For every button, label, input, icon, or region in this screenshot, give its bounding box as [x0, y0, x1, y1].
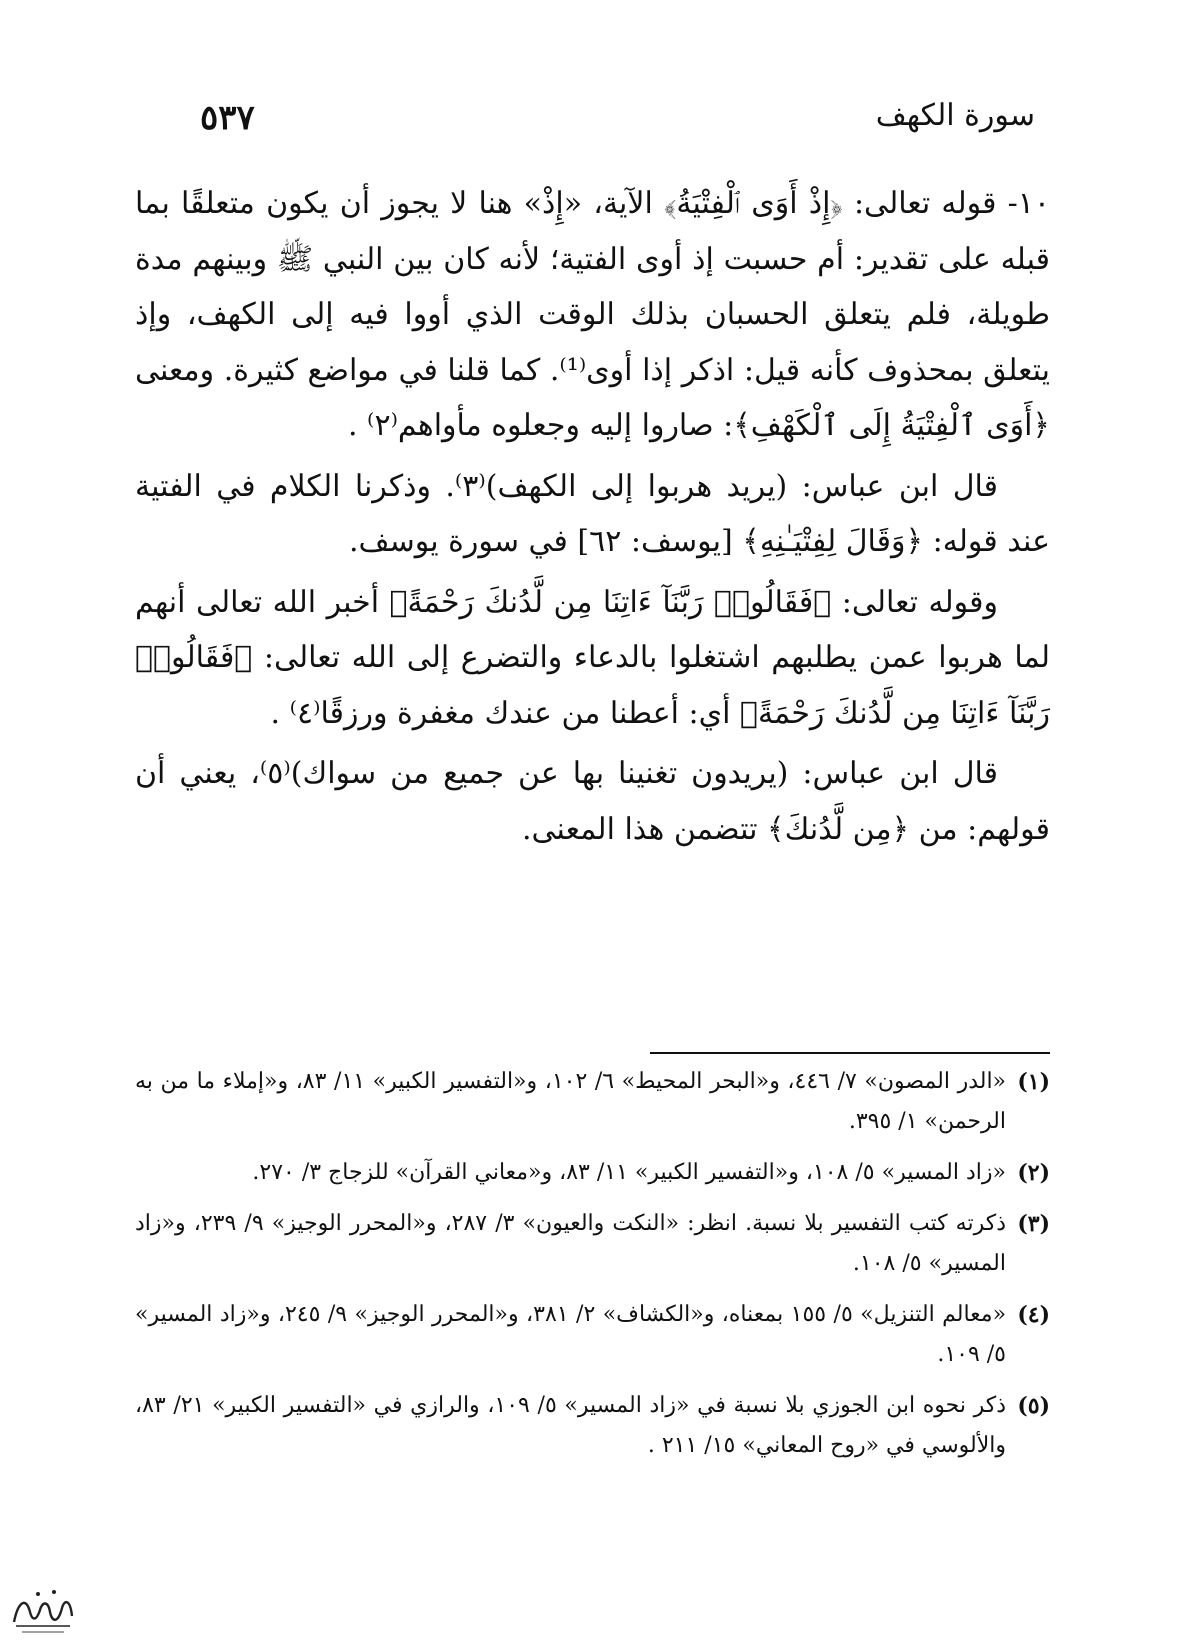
footnote-number: (٢) — [1017, 1160, 1050, 1186]
footnote-text: ذكر نحوه ابن الجوزي بلا نسبة في «زاد المسير» ٥/ ١٠٩، والرازي في «التفسير الكبير» ٢١/ ٨٣، والألوسي في «روح المعاني» ١٥/ ٢١١ . — [135, 1393, 1007, 1458]
main-text — [135, 176, 1050, 862]
footnote — [135, 1386, 1050, 1466]
footnote — [135, 1062, 1050, 1142]
paragraph-verse-10: ١٠- قوله تعالى: ﴿إِذْ أَوَى ٱلْفِتْيَةُ﴾ الآية، «إِذْ» هنا لا يجوز أن يكون متعلقًا بما قبله على تقدير: أم حسبت إذ أوى الفتية؛ لأنه كان بين النبي ﷺ وبينهم مدة طويلة، فلم يتعلق الحسبان بذلك الوقت الذي أووا فيه إلى الكهف، وإذ يتعلق بمحذوف كأنه قيل: اذكر إذا أوى⁽¹⁾. كما قلنا في مواضع كثيرة. ومعنى ﴿أَوَى ٱلْفِتْيَةُ إِلَى ٱلْكَهْفِ﴾: صاروا إليه وجعلوه مأواهم⁽٢⁾ . — [135, 186, 1050, 443]
footnote — [135, 1295, 1050, 1375]
footnote — [135, 1153, 1050, 1193]
footnote-text: ذكرته كتب التفسير بلا نسبة. انظر: «النكت والعيون» ٣/ ٢٨٧، و«المحرر الوجيز» ٩/ ٢٣٩، و«زاد المسير» ٥/ ١٠٨. — [135, 1211, 1006, 1276]
page-number: ٥٣٧ — [200, 98, 255, 138]
footnote-text: «زاد المسير» ٥/ ١٠٨، و«التفسير الكبير» ١١/ ٨٣، و«معاني القرآن» للزجاج ٣/ ٢٧٠. — [252, 1160, 1006, 1185]
page-header — [0, 98, 1185, 148]
footnote — [135, 1204, 1050, 1284]
library-stamp-logo-icon — [8, 1582, 78, 1640]
footnote-number: (١) — [1017, 1069, 1050, 1095]
footnote-number: (٥) — [1017, 1393, 1050, 1419]
footnote-text: «معالم التنزيل» ٥/ ١٥٥ بمعناه، و«الكشاف» ٢/ ٣٨١، و«المحرر الوجيز» ٩/ ٢٤٥، و«زاد المسير» ٥/ ١٠٩. — [135, 1302, 1007, 1367]
paragraph-ibn-abbas-1: قال ابن عباس: (يريد هربوا إلى الكهف)⁽٣⁾. وذكرنا الكلام في الفتية عند قوله: ﴿وَقَالَ لِفِتْيَـٰنِهِ﴾ [يوسف: ٦٢] في سورة يوسف. — [135, 468, 1050, 559]
running-title: سورة الكهف — [875, 98, 1035, 133]
footnote-number: (٤) — [1017, 1302, 1050, 1328]
footnote-text: «الدر المصون» ٧/ ٤٤٦، و«البحر المحيط» ٦/ ١٠٢، و«التفسير الكبير» ١١/ ٨٣، و«إملاء ما من به الرحمن» ١/ ٣٩٥. — [135, 1069, 1007, 1134]
footnote-number: (٣) — [1017, 1211, 1050, 1237]
paragraph-rabbana: وقوله تعالى: ﴿فَقَالُوا۟ رَبَّنَآ ءَاتِنَا مِن لَّدُنكَ رَحْمَةً﴾ أخبر الله تعالى أنهم لما هربوا عمن يطلبهم اشتغلوا بالدعاء والتضرع إلى الله تعالى: ﴿فَقَالُوا۟ رَبَّنَآ ءَاتِنَا مِن لَّدُنكَ رَحْمَةً﴾ أي: أعطنا من عندك مغفرة ورزقًا⁽٤⁾ . — [135, 584, 1050, 731]
footnote-divider — [650, 1052, 1050, 1054]
paragraph-ibn-abbas-2: قال ابن عباس: (يريدون تغنينا بها عن جميع من سواك)⁽٥⁾، يعني أن قولهم: من ﴿مِن لَّدُنكَ﴾ تتضمن هذا المعنى. — [135, 756, 1050, 847]
footnotes — [135, 1062, 1050, 1477]
